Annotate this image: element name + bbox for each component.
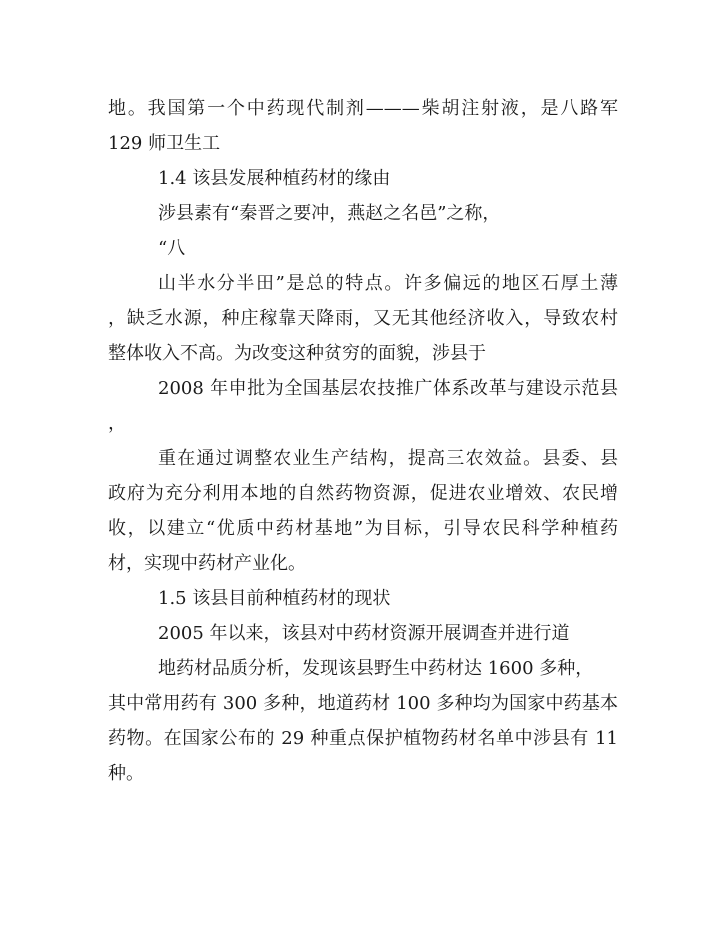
text-line: 收，以建立“优质中药材基地”为目标，引导农民科学种植药 bbox=[108, 518, 618, 539]
document-body bbox=[108, 91, 618, 791]
text-line: 2005 年以来，该县对中药材资源开展调查并进行道 bbox=[158, 623, 570, 644]
text-line: ， bbox=[108, 413, 126, 434]
text-line: 材，实现中药材产业化。 bbox=[108, 553, 306, 574]
text-line: 2008 年申批为全国基层农技推广体系改革与建设示范县 bbox=[158, 378, 618, 399]
text-line: 地药材品质分析，发现该县野生中药材达 1600 多种， bbox=[158, 658, 594, 679]
text-line: 山半水分半田”是总的特点。许多偏远的地区石厚土薄 bbox=[158, 273, 618, 294]
section-heading: 1.5 该县目前种植药材的现状 bbox=[158, 588, 391, 609]
text-line: 地。我国第一个中药现代制剂———柴胡注射液，是八路军 bbox=[108, 98, 618, 119]
text-line: 129 师卫生工 bbox=[108, 133, 221, 154]
section-heading: 1.4 该县发展种植药材的缘由 bbox=[158, 168, 391, 189]
text-line: “八 bbox=[158, 238, 186, 259]
text-line: 涉县素有“秦晋之要冲，燕赵之名邑”之称， bbox=[158, 203, 501, 224]
text-line: 整体收入不高。为改变这种贫穷的面貌，涉县于 bbox=[108, 343, 486, 364]
text-line: 药物。在国家公布的 29 种重点保护植物药材名单中涉县有 11 bbox=[108, 728, 618, 749]
text-line: 重在通过调整农业生产结构，提高三农效益。县委、县 bbox=[158, 448, 618, 469]
text-line: ，缺乏水源，种庄稼靠天降雨，又无其他经济收入，导致农村 bbox=[108, 308, 618, 329]
text-line: 政府为充分利用本地的自然药物资源，促进农业增效、农民增 bbox=[108, 483, 618, 504]
text-line: 种。 bbox=[108, 763, 144, 784]
text-line: 其中常用药有 300 多种，地道药材 100 多种均为国家中药基本 bbox=[108, 693, 618, 714]
